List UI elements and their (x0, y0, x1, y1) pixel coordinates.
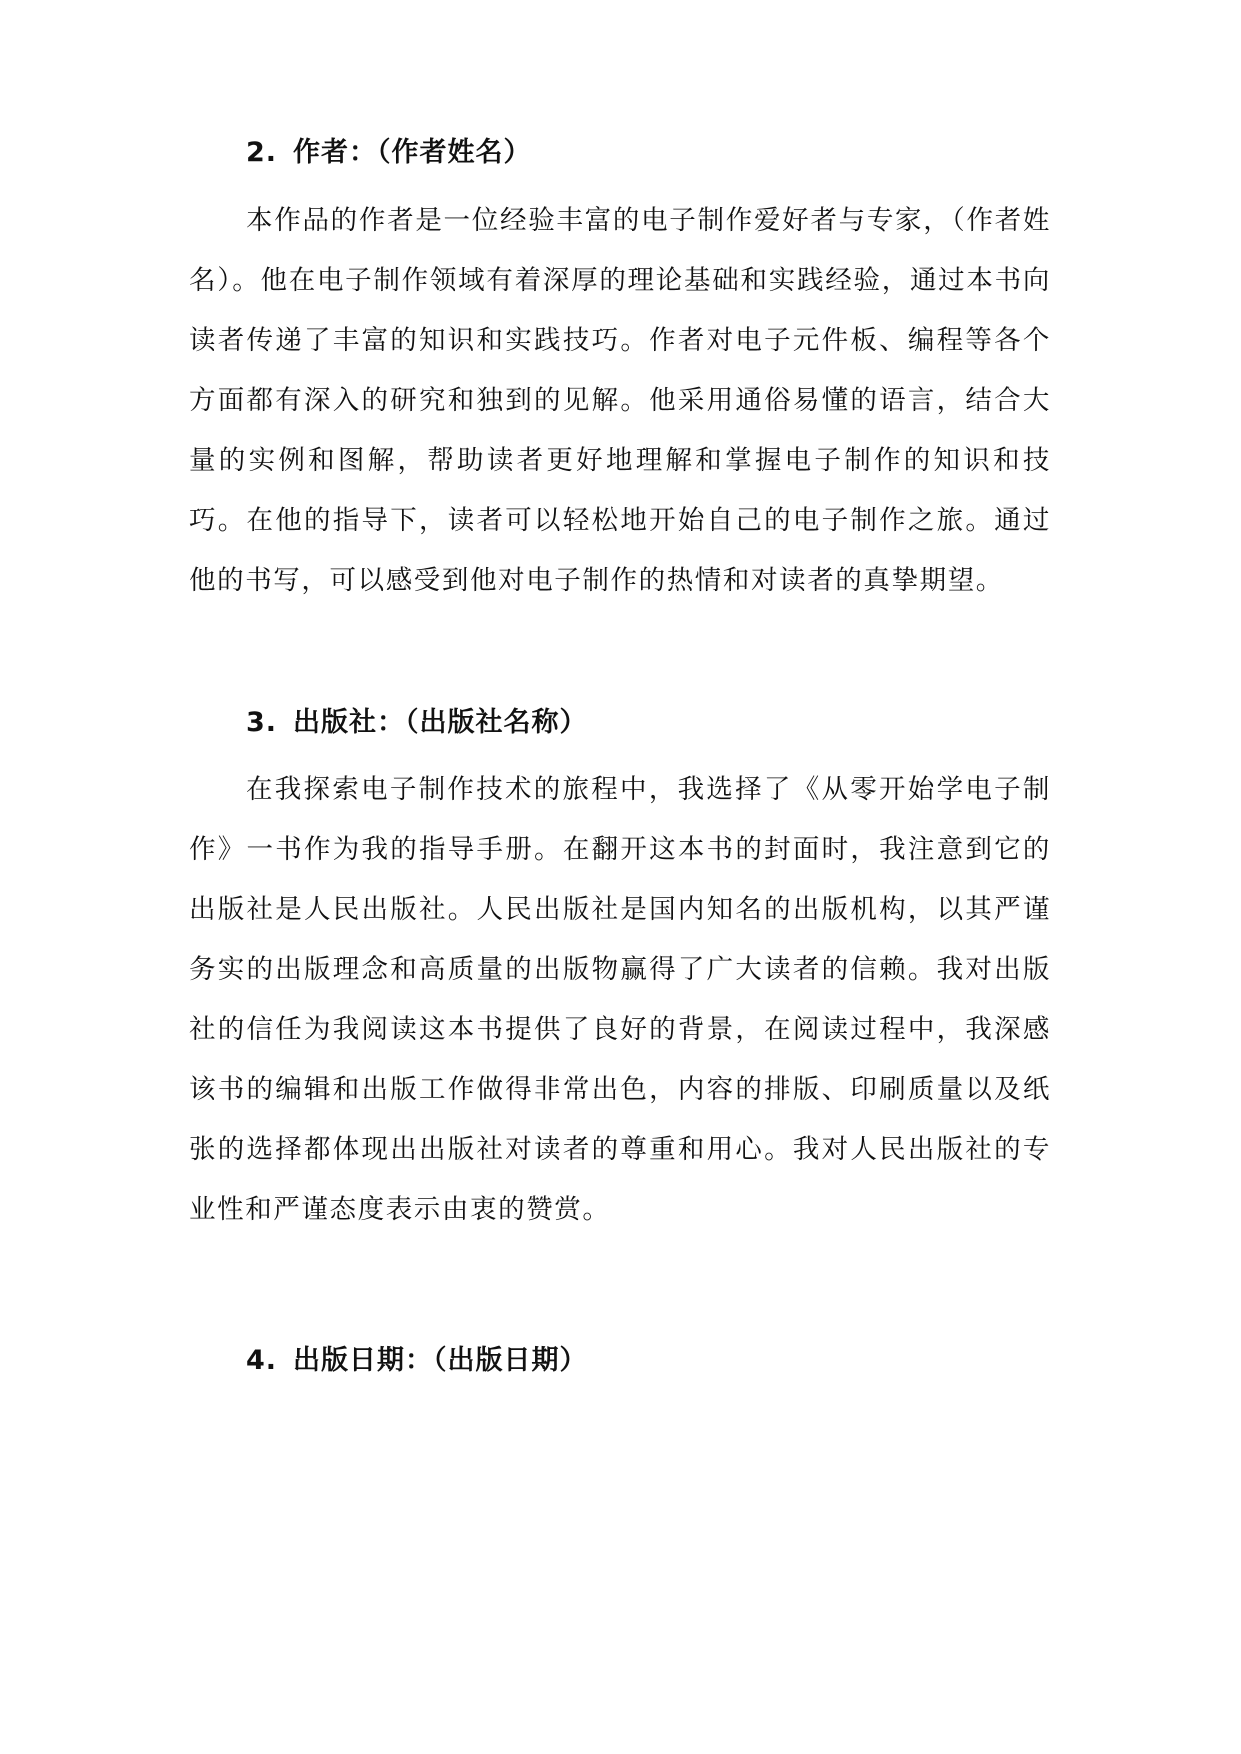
section-heading-date (246, 1341, 588, 1381)
section-number: 4. (246, 1345, 278, 1376)
section-body-publisher: 在我探索电子制作技术的旅程中，我选择了《从零开始学电子制作》一书作为我的指导手册。在翻开这本书的封面时，我注意到它的出版社是人民出版社。人民出版社是国内知名的出版机构，以其严谨务实的出版理念和高质量的出版物赢得了广大读者的信赖。我对出版社的信任为我阅读这本书提供了良好的背景，在阅读过程中，我深感该书的编辑和出版工作做得非常出色，内容的排版、印刷质量以及纸张的选择都体现出出版社对读者的尊重和用心。我对人民出版社的专业性和严谨态度表示由衷的赞赏。 (189, 774, 1051, 1225)
section-title: 作者：（作者姓名） (293, 137, 532, 168)
section-number: 2. (246, 137, 278, 168)
section-heading-author (246, 133, 532, 173)
section-title: 出版社：（出版社名称） (293, 707, 588, 738)
section-number: 3. (246, 707, 278, 738)
section-body-author: 本作品的作者是一位经验丰富的电子制作爱好者与专家，（作者姓名）。他在电子制作领域有着深厚的理论基础和实践经验，通过本书向读者传递了丰富的知识和实践技巧。作者对电子元件板、编程等各个方面都有深入的研究和独到的见解。他采用通俗易懂的语言，结合大量的实例和图解，帮助读者更好地理解和掌握电子制作的知识和技巧。在他的指导下，读者可以轻松地开始自己的电子制作之旅。通过他的书写，可以感受到他对电子制作的热情和对读者的真挚期望。 (189, 205, 1051, 596)
section-heading-publisher (246, 703, 588, 743)
section-title: 出版日期：（出版日期） (293, 1345, 588, 1376)
